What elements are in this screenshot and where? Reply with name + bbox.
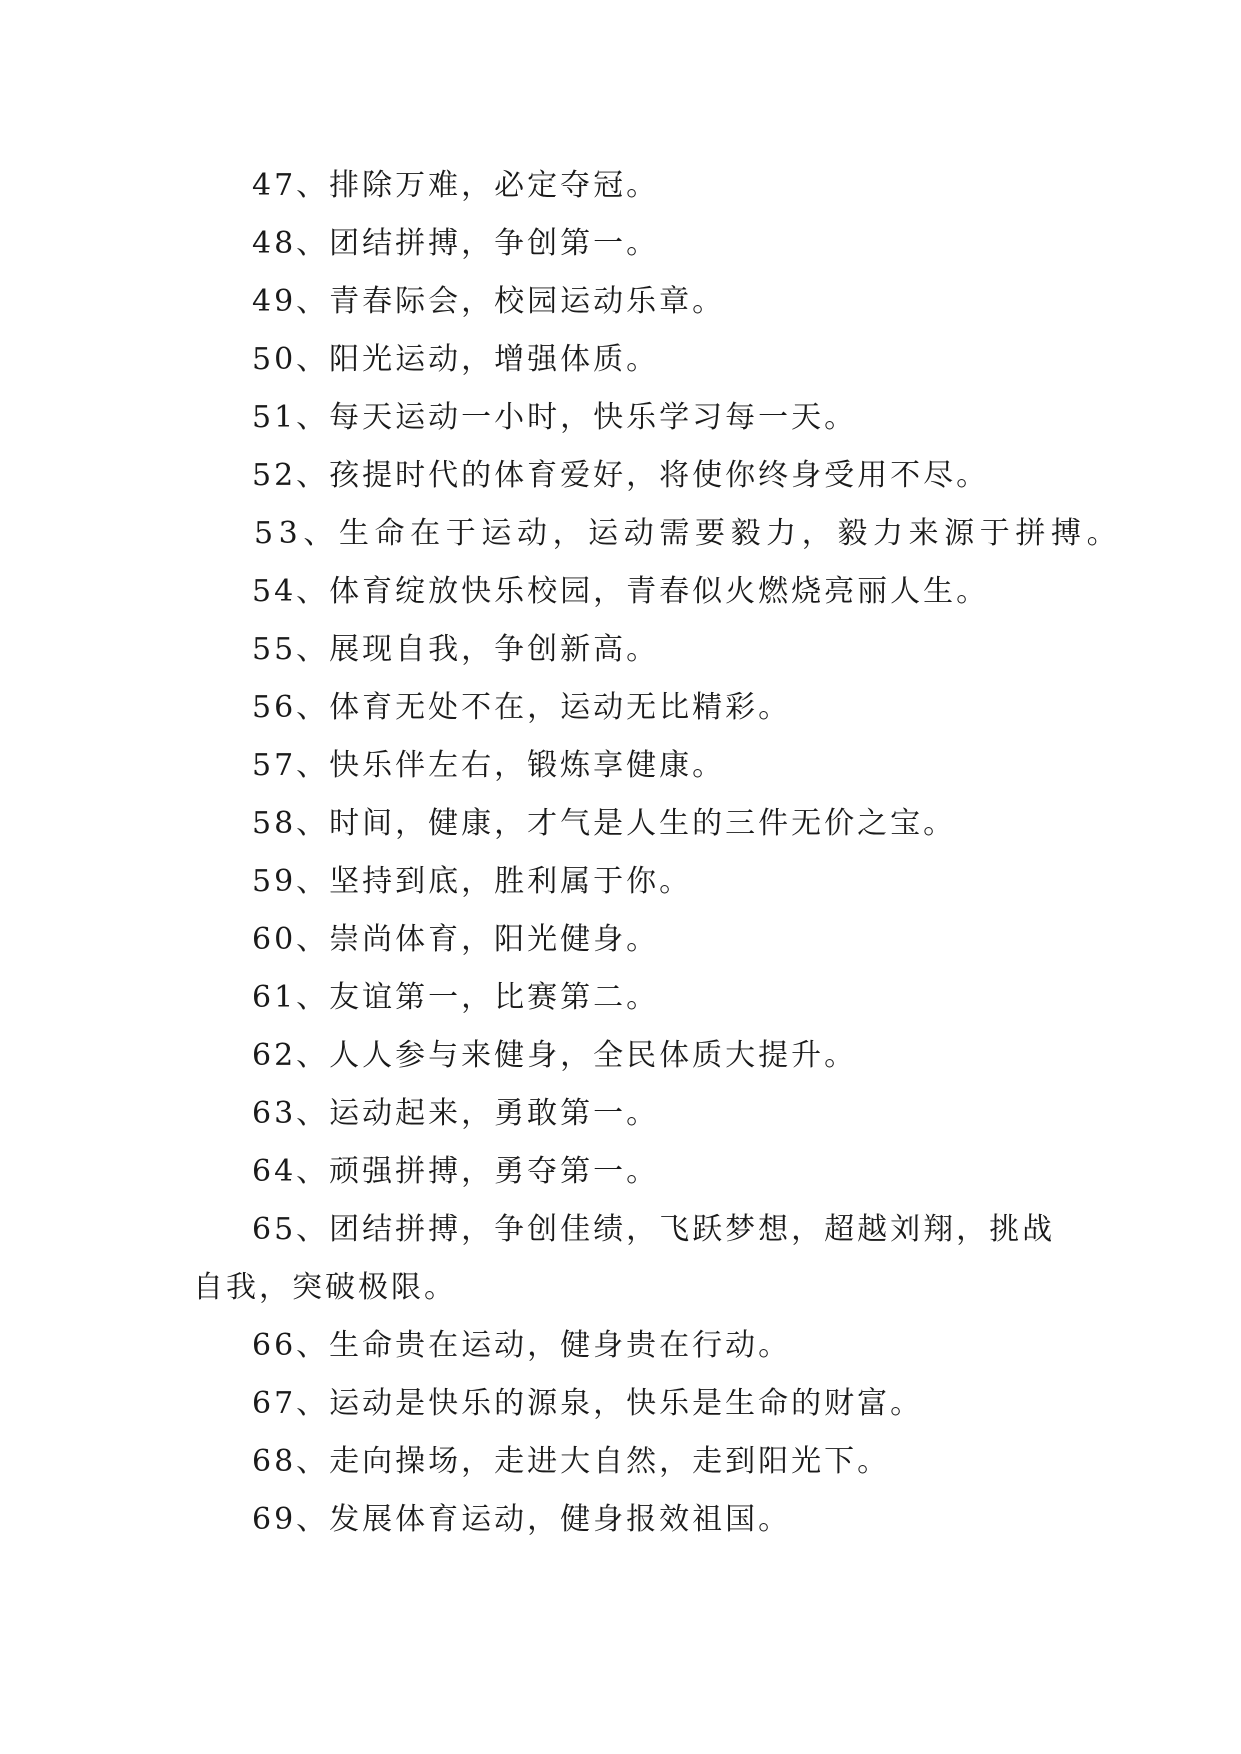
slogan-line: 49、青春际会，校园运动乐章。 [252,284,726,319]
slogan-line: 54、体育绽放快乐校园，青春似火燃烧亮丽人生。 [252,574,990,609]
slogan-line: 67、运动是快乐的源泉，快乐是生命的财富。 [252,1386,924,1421]
slogan-line: 51、每天运动一小时，快乐学习每一天。 [252,400,858,435]
slogan-line: 65、团结拼搏，争创佳绩，飞跃梦想，超越刘翔，挑战 [252,1212,1056,1247]
slogan-line: 69、发展体育运动，健身报效祖国。 [252,1502,792,1537]
slogan-line: 62、人人参与来健身，全民体质大提升。 [252,1038,858,1073]
slogan-line: 50、阳光运动，增强体质。 [252,342,660,377]
slogan-line: 56、体育无处不在，运动无比精彩。 [252,690,792,725]
slogan-line-continuation: 自我，突破极限。 [193,1270,457,1305]
slogan-line: 60、崇尚体育，阳光健身。 [252,922,660,957]
slogan-line: 59、坚持到底，胜利属于你。 [252,864,693,899]
slogan-line: 64、顽强拼搏，勇夺第一。 [252,1154,660,1189]
slogan-line: 66、生命贵在运动，健身贵在行动。 [252,1328,792,1363]
slogan-line: 55、展现自我，争创新高。 [252,632,660,667]
slogan-line: 61、友谊第一，比赛第二。 [252,980,660,1015]
slogan-line: 68、走向操场，走进大自然，走到阳光下。 [252,1444,891,1479]
slogan-line: 52、孩提时代的体育爱好，将使你终身受用不尽。 [252,458,990,493]
slogan-line: 53、生命在于运动，运动需要毅力，毅力来源于拼搏。 [254,516,1123,551]
slogan-line: 57、快乐伴左右，锻炼享健康。 [252,748,726,783]
slogan-line: 47、排除万难，必定夺冠。 [252,168,660,203]
slogan-line: 58、时间，健康，才气是人生的三件无价之宝。 [252,806,957,841]
slogan-line: 48、团结拼搏，争创第一。 [252,226,660,261]
slogan-line: 63、运动起来，勇敢第一。 [252,1096,660,1131]
